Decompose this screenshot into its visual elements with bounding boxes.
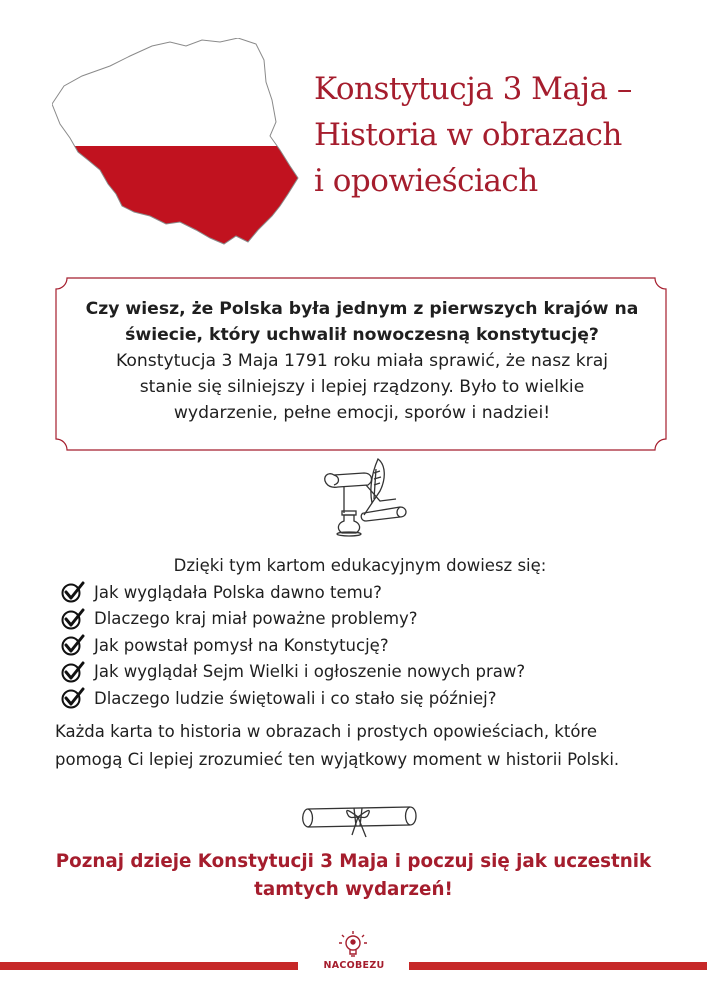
quill-inkwell-icon bbox=[320, 455, 412, 537]
list-item bbox=[60, 606, 670, 633]
info-body-line: stanie się silniejszy i lepiej rządzony. Było to wielkie bbox=[139, 377, 585, 397]
summary-line: pomogą Ci lepiej zrozumieć ten wyjątkowy moment w historii Polski. bbox=[55, 750, 620, 769]
info-body-line: wydarzenie, pełne emocji, sporów i nadziei! bbox=[173, 403, 551, 423]
cta-line: Poznaj dzieje Konstytucji 3 Maja i poczuj się jak uczestnik bbox=[55, 851, 652, 872]
check-circle-icon bbox=[60, 633, 86, 657]
summary-line: Każda karta to historia w obrazach i prostych opowieściach, które bbox=[55, 722, 597, 741]
topics-list bbox=[60, 579, 670, 712]
poland-flag-map bbox=[52, 38, 300, 248]
list-item-label: Dlaczego kraj miał poważne problemy? bbox=[94, 609, 418, 629]
title-line: Historia w obrazach bbox=[314, 117, 622, 153]
list-item-label: Jak wyglądała Polska dawno temu? bbox=[94, 582, 382, 602]
check-circle-icon bbox=[60, 660, 86, 684]
list-item-label: Jak wyglądał Sejm Wielki i ogłoszenie nowych praw? bbox=[94, 662, 526, 682]
page-title bbox=[314, 66, 694, 204]
check-circle-icon bbox=[60, 607, 86, 631]
intro-text: Dzięki tym kartom edukacyjnym dowiesz się: bbox=[173, 556, 547, 575]
title-line: i opowieściach bbox=[314, 163, 538, 199]
call-to-action bbox=[40, 848, 667, 904]
rolled-scroll-icon bbox=[298, 795, 420, 841]
list-item bbox=[60, 685, 670, 712]
list-item-label: Dlaczego ludzie świętowali i co stało się później? bbox=[94, 688, 497, 708]
list-item bbox=[60, 659, 670, 686]
list-item bbox=[60, 632, 670, 659]
list-item-label: Jak powstał pomysł na Konstytucję? bbox=[94, 635, 389, 655]
brand-logo: NACOBEZU bbox=[323, 960, 385, 971]
info-question-line: świecie, który uchwalił nowoczesną konstytucję? bbox=[125, 325, 599, 345]
check-circle-icon bbox=[60, 580, 86, 604]
list-item bbox=[60, 579, 670, 606]
info-box bbox=[70, 296, 654, 426]
check-circle-icon bbox=[60, 686, 86, 710]
lightbulb-logo-icon bbox=[337, 930, 369, 960]
info-body-line: Konstytucja 3 Maja 1791 roku miała sprawić, że nasz kraj bbox=[115, 351, 609, 371]
summary-text bbox=[55, 718, 675, 774]
info-question-line: Czy wiesz, że Polska była jednym z pierwszych krajów na bbox=[85, 299, 639, 319]
cta-line: tamtych wydarzeń! bbox=[254, 879, 453, 900]
footer-bar-left bbox=[0, 962, 298, 970]
footer-bar-right bbox=[409, 962, 707, 970]
title-line: Konstytucja 3 Maja – bbox=[314, 71, 632, 107]
